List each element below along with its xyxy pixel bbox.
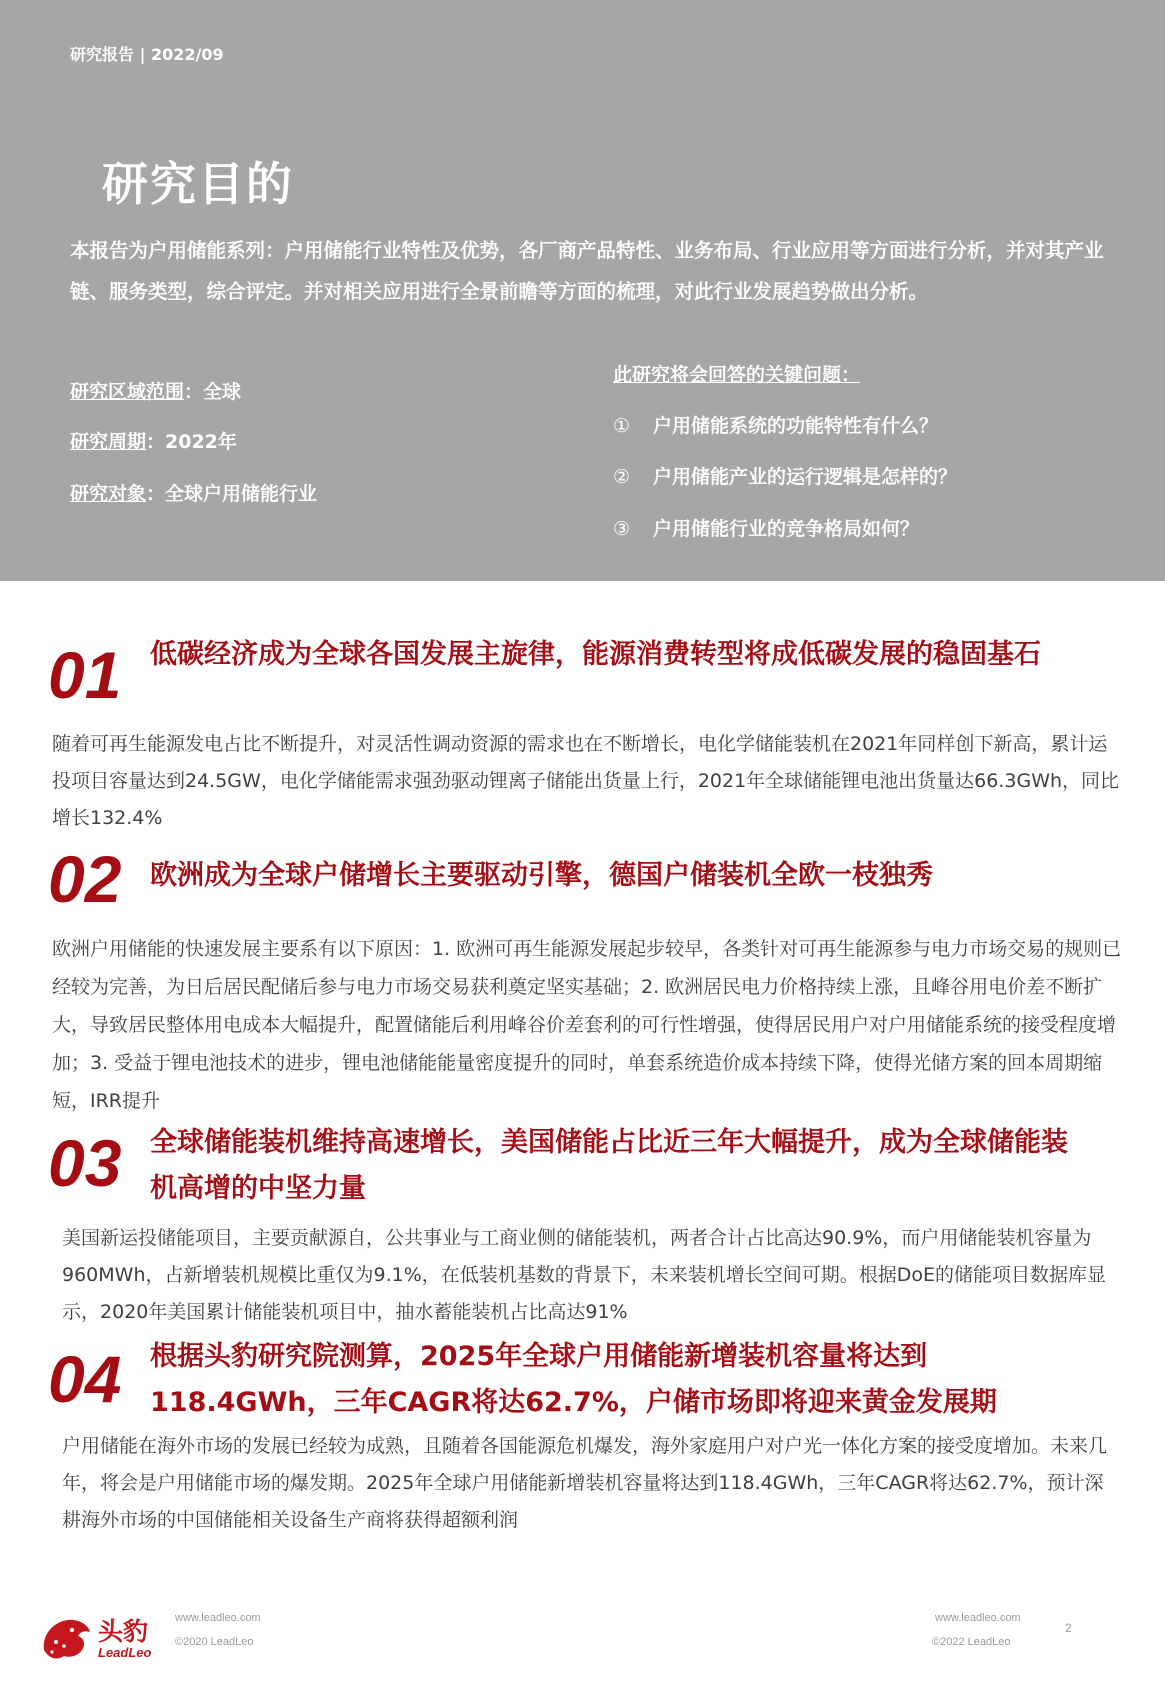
question-item bbox=[613, 462, 957, 489]
page-number: 2 bbox=[1065, 1621, 1072, 1635]
question-item bbox=[613, 411, 938, 438]
page-title: 研究目的 bbox=[102, 157, 294, 211]
question-text: 户用储能行业的竞争格局如何？ bbox=[653, 518, 920, 540]
meta-target-key: 研究对象 bbox=[70, 483, 147, 505]
leopard-logo-icon bbox=[38, 1610, 94, 1666]
section-number: 01 bbox=[48, 638, 122, 712]
logo-text: 头豹 bbox=[98, 1617, 149, 1646]
footer-url[interactable]: www.leadleo.com bbox=[175, 1612, 261, 1624]
report-tag: 研究报告 | 2022/09 bbox=[70, 45, 224, 64]
intro-text: 本报告为户用储能系列：户用储能行业特性及优势，各厂商产品特性、业务布局、行业应用等方面进行分析，并对其产业链、服务类型，综合评定。并对相关应用进行全景前瞻等方面的梳理，对此行业发展趋势做出分析。 bbox=[70, 239, 1104, 303]
meta-period-value: ：2022年 bbox=[146, 431, 237, 453]
logo-subtext: LeadLeo bbox=[98, 1645, 152, 1660]
section-number: 04 bbox=[48, 1342, 122, 1416]
section-number: 03 bbox=[48, 1126, 122, 1200]
meta-region-value: ：全球 bbox=[184, 381, 242, 403]
page-footer bbox=[0, 1590, 1165, 1683]
section-number: 02 bbox=[48, 842, 122, 916]
section-title: 欧洲成为全球户储增长主要驱动引擎，德国户储装机全欧一枝独秀 bbox=[150, 860, 933, 891]
meta-target-value: ：全球户用储能行业 bbox=[146, 483, 318, 505]
question-number: ② bbox=[613, 466, 631, 488]
meta-region bbox=[70, 377, 241, 404]
section-title: 全球储能装机维持高速增长，美国储能占比近三年大幅提升，成为全球储能装机高增的中坚力量 bbox=[150, 1127, 1068, 1204]
question-text: 户用储能产业的运行逻辑是怎样的？ bbox=[653, 466, 958, 488]
footer-copyright: ©2020 LeadLeo bbox=[175, 1636, 254, 1648]
question-text: 户用储能系统的功能特性有什么？ bbox=[653, 415, 939, 437]
header-band bbox=[0, 0, 1165, 581]
meta-target bbox=[70, 479, 317, 506]
questions-title: 此研究将会回答的关键问题： bbox=[613, 364, 861, 386]
question-number: ③ bbox=[613, 518, 631, 540]
meta-region-key: 研究区域范围 bbox=[70, 381, 185, 403]
question-item bbox=[613, 514, 919, 541]
meta-period-key: 研究周期 bbox=[70, 431, 147, 453]
section-title: 根据头豹研究院测算，2025年全球户用储能新增装机容量将达到118.4GWh，三年CAGR将达62.7%，户储市场即将迎来黄金发展期 bbox=[150, 1341, 997, 1418]
section-body: 美国新运投储能项目，主要贡献源自，公共事业与工商业侧的储能装机，两者合计占比高达90.9%，而户用储能装机容量为960MWh，占新增装机规模比重仅为9.1%，在低装机基数的背景下，未来装机增长空间可期。根据DoE的储能项目数据库显示，2020年美国累计储能装机项目中，抽水蓄能装机占比高达91% bbox=[62, 1227, 1107, 1323]
footer-copyright: ©2022 LeadLeo bbox=[932, 1636, 1011, 1648]
section-title: 低碳经济成为全球各国发展主旋律，能源消费转型将成低碳发展的稳固基石 bbox=[150, 639, 1041, 670]
section-body: 随着可再生能源发电占比不断提升，对灵活性调动资源的需求也在不断增长，电化学储能装机在2021年同样创下新高，累计运投项目容量达到24.5GW，电化学储能需求强劲驱动锂离子储能出货量上行，2021年全球储能锂电池出货量达66.3GWh，同比增长132.4% bbox=[52, 733, 1120, 829]
section-body: 欧洲户用储能的快速发展主要系有以下原因：1. 欧洲可再生能源发展起步较早，各类针对可再生能源参与电力市场交易的规则已经较为完善，为日后居民配储后参与电力市场交易获利奠定坚实基础；2. 欧洲居民电力价格持续上涨，且峰谷用电价差不断扩大，导致居民整体用电成本大幅提升，配置储能后利用峰谷价差套利的可行性增强，使得居民用户对户用储能系统的接受程度增加；3. 受益于锂电池技术的进步，锂电池储能能量密度提升的同时，单套系统造价成本持续下降，使得光储方案的回本周期缩短，IRR提升 bbox=[52, 938, 1122, 1112]
section-body: 户用储能在海外市场的发展已经较为成熟，且随着各国能源危机爆发，海外家庭用户对户光一体化方案的接受度增加。未来几年，将会是户用储能市场的爆发期。2025年全球户用储能新增装机容量将达到118.4GWh，三年CAGR将达62.7%，预计深耕海外市场的中国储能相关设备生产商将获得超额利润 bbox=[62, 1435, 1108, 1531]
question-number: ① bbox=[613, 415, 631, 437]
footer-url[interactable]: www.leadleo.com bbox=[935, 1612, 1021, 1624]
meta-period bbox=[70, 427, 237, 454]
